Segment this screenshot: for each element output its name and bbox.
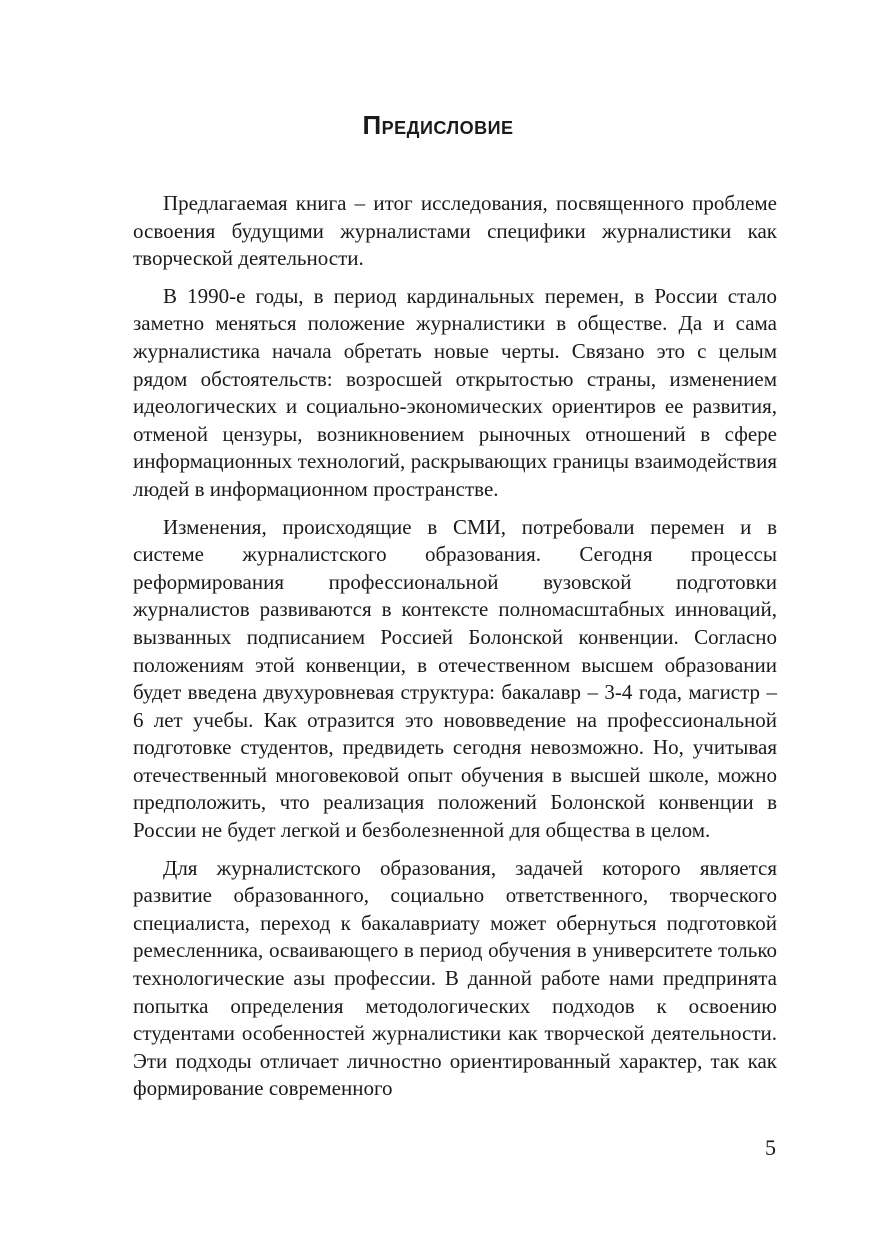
- page-number: 5: [765, 1135, 776, 1160]
- chapter-heading: Предисловие: [362, 110, 514, 140]
- paragraph: Предлагаемая книга – итог исследования, посвященного проблеме освоения будущими журналистами специфики журналистики как творческой деятельности.: [133, 191, 777, 271]
- body-text: [133, 190, 777, 1113]
- paragraph: В 1990-е годы, в период кардинальных перемен, в России стало заметно меняться положение журналистики в обществе. Да и сама журналистика начала обретать новые черты. Связано это с целым рядом обстоятельств: возросшей открытостью страны, изменением идеологических и социально-экономических ориентиров ее развития, отменой цензуры, возникновением рыночных отношений в сфере информационных технологий, раскрывающих границы взаимодействия людей в информационном пространстве.: [133, 283, 777, 501]
- paragraph: Для журналистского образования, задачей которого является развитие образованного, социально ответственного, творческого специалиста, переход к бакалавриату может обернуться подготовкой ремесленника, осваивающего в период обучения в университете только технологические азы профессии. В данной работе нами предпринята попытка определения методологических подходов к освоению студентами особенностей журналистики как творческой деятельности. Эти подходы отличает личностно ориентированный характер, так как формирование современного: [133, 855, 777, 1101]
- paragraph: Изменения, происходящие в СМИ, потребовали перемен и в системе журналистского образования. Сегодня процессы реформирования профессиональной вузовской подготовки журналистов развиваются в контексте полномасштабных инноваций, вызванных подписанием Россией Болонской конвенции. Согласно положениям этой конвенции, в отечественном высшем образовании будет введена двухуровневая структура: бакалавр – 3-4 года, магистр – 6 лет учебы. Как отразится это нововведение на профессиональной подготовке студентов, предвидеть сегодня невозможно. Но, учитывая отечественный многовековой опыт обучения в высшей школе, можно предположить, что реализация положений Болонской конвенции в России не будет легкой и безболезненной для общества в целом.: [133, 514, 777, 843]
